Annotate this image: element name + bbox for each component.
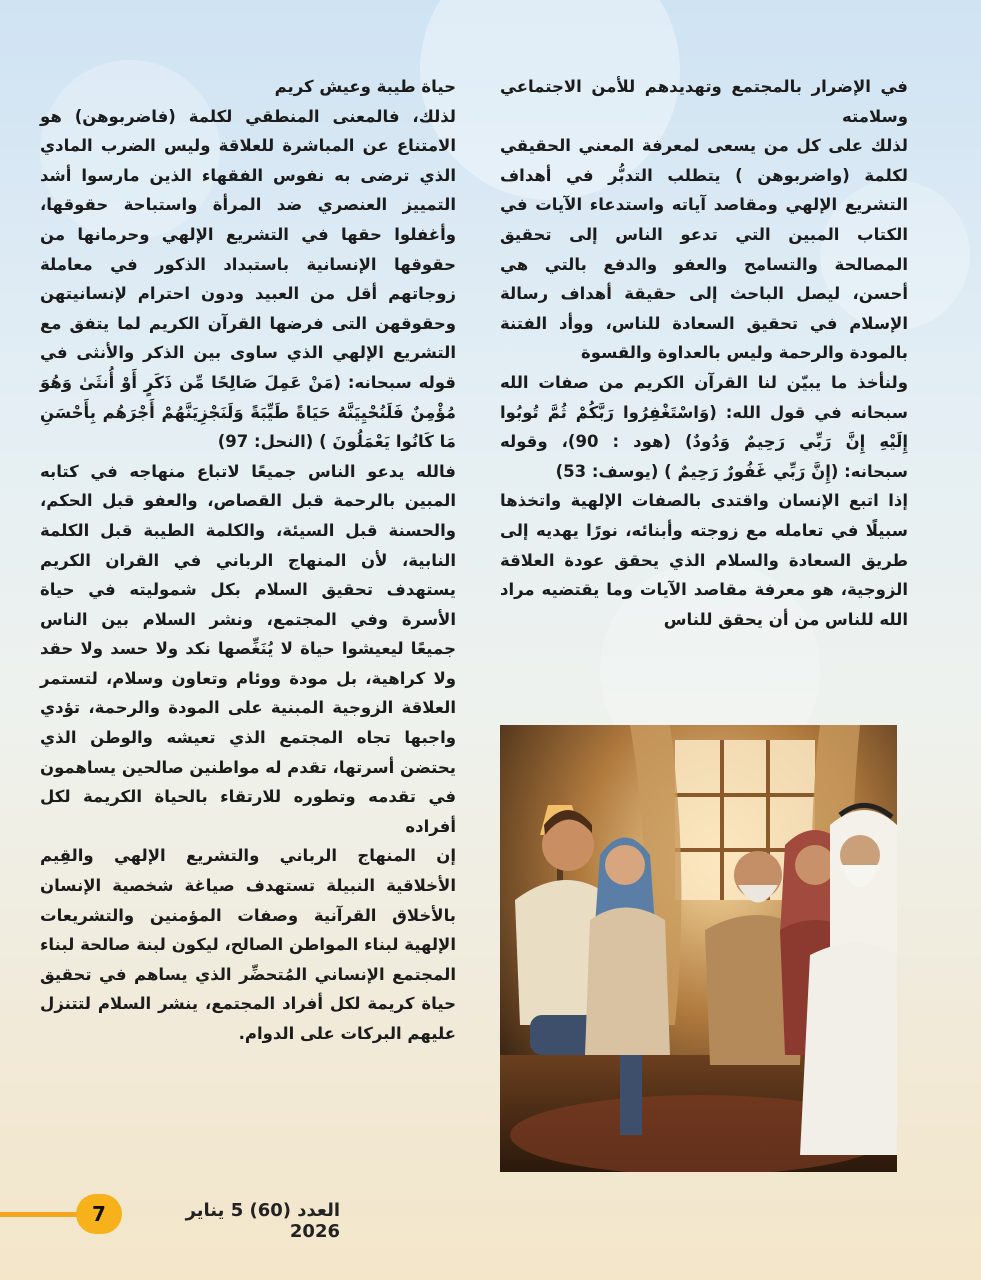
- family-illustration: [500, 725, 897, 1172]
- paragraph: إن المنهاج الرباني والتشريع الإلهي والقِيم الأخلاقية النبيلة تستهدف صياغة شخصية الإنسان بالأخلاق القرآنية وصفات المؤمنين والتشريعات الإلهية لبناء المواطن الصالح، ليكون لبنة صالحة لبناء المجتمع الإنساني المُتحضِّر الذي يساهم في تحقيق حياة كريمة لكل أفراد المجتمع، ينشر السلام لتتنزل عليهم البركات على الدوام.: [40, 846, 456, 1043]
- paragraph: لذلك على كل من يسعى لمعرفة المعني الحقيقي لكلمة (واضربوهن ) يتطلب التدبُّر في أهداف التشريع الإلهي ومقاصد آياته واستدعاء الآيات في الكتاب المبين التي تدعو الناس إلى تحقيق المصالحة والتسامح والعفو والدفع بالتي هي أحسن، ليصل الباحث إلى حقيقة أهداف رسالة الإسلام في تحقيق السعادة للناس، ووأد الفتنة بالمودة والرحمة وليس بالعداوة والقسوة: [500, 136, 908, 363]
- article-column-left: [40, 72, 456, 1049]
- paragraph: في الإضرار بالمجتمع وتهديدهم للأمن الاجتماعي وسلامته: [500, 77, 908, 126]
- issue-info: العدد (60) 5 يناير 2026: [185, 1200, 340, 1242]
- article-column-right: [500, 72, 908, 634]
- paragraph: فالله يدعو الناس جميعًا لاتباع منهاجه في كتابه المبين بالرحمة قبل القصاص، والعفو قبل الحكم، والحسنة قبل السيئة، والكلمة الطيبة قبل الكلمة النابية، لأن المنهاج الرباني في القران الكريم يستهدف تحقيق السلام بكل شموليته في حياة الأسرة وفي المجتمع، ونشر السلام بين الناس جميعًا ليعيشوا حياة لا يُنَغِّصها نكد ولا حسد ولا حقد ولا كراهية، بل مودة ووئام وتعاون وسلام، لتستمر العلاقة الزوجية المبنية على المودة والرحمة، تؤدي واجبها تجاه المجتمع الذي تعيشه والوطن الذي يحتضن أسرتها، تقدم له مواطنين صالحين يساهمون في تقدمه وتطوره للارتقاء بالحياة الكريمة لكل أفراده: [40, 461, 456, 836]
- paragraph: حياة طيبة وعيش كريم: [274, 77, 456, 96]
- paragraph: لذلك، فالمعنى المنطقي لكلمة (فاضربوهن) هو الامتناع عن المباشرة للعلاقة وليس الضرب المادي الذي ترضى به نفوس الفقهاء الذين مارسوا أشد التمييز العنصري ضد المرأة واستباحة حقوقها، وأغفلوا حقها في التشريع الإلهي وحرمانها من حقوقها الإنسانية باستبداد الذكور في معاملة زوجاتهم أقل من العبيد ودون احترام لإنسانيتهن وحقوقهن التى فرضها القرآن الكريم لما يتفق مع التشريع الإلهي الذي ساوى بين الذكر والأنثى في قوله سبحانه: (مَنْ عَمِلَ صَالِحًا مِّن ذَكَرٍ أَوْ أُنثَىٰ وَهُوَ مُؤْمِنٌ فَلَنُحْيِيَنَّهُ حَيَاةً طَيِّبَةً وَلَنَجْزِيَنَّهُمْ أَجْرَهُم بِأَحْسَنِ مَا كَانُوا يَعْمَلُونَ ) (النحل: 97): [40, 106, 456, 452]
- paragraph: إذا اتبع الإنسان واقتدى بالصفات الإلهية واتخذها سبيلًا في تعامله مع زوجته وأبنائه، نورًا يهديه إلى طريق السعادة والسلام الذي يحقق عودة العلاقة الزوجية، هو معرفة مقاصد الآيات وما يقتضيه مراد الله للناس من أن يحقق للناس: [500, 491, 908, 629]
- paragraph: ولنأخذ ما يبيّن لنا القرآن الكريم من صفات الله سبحانه في قول الله: (وَاسْتَغْفِرُوا رَبَّكُمْ ثُمَّ تُوبُوا إِلَيْهِ إِنَّ رَبِّي رَحِيمٌ وَدُودٌ) (هود : 90)، وقوله سبحانه: (إِنَّ رَبِّي غَفُورٌ رَحِيمٌ ) (يوسف: 53): [500, 372, 908, 481]
- page-number: 7: [76, 1194, 122, 1234]
